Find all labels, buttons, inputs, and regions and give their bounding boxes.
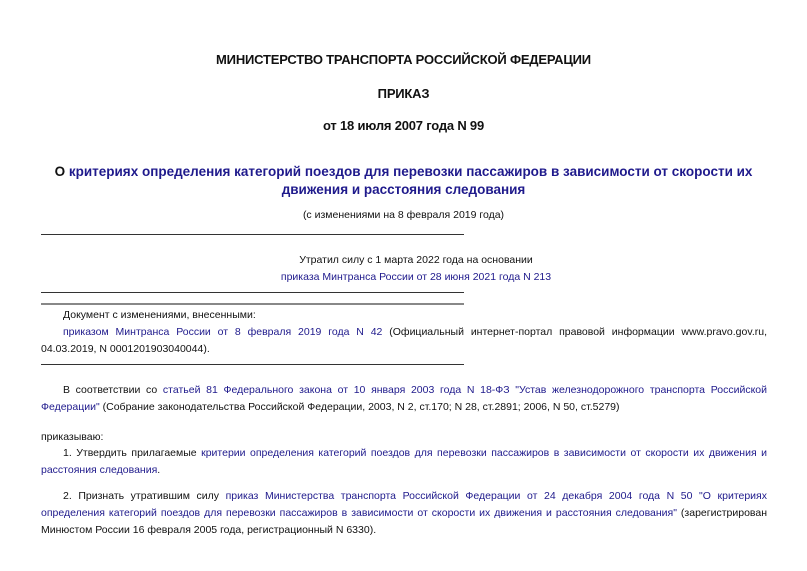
status-block <box>241 252 591 286</box>
amendment-link[interactable]: приказом Минтранса России от 8 февраля 2019 года N 42 <box>63 326 383 338</box>
item-1-suffix: . <box>157 464 161 476</box>
title-link-line2[interactable]: движения и расстояния следования <box>281 182 526 197</box>
title-link-line1[interactable]: критериях определения категорий поездов для перевозки пассажиров в зависимости от скорости их <box>68 164 753 179</box>
amendments-entry <box>41 324 767 358</box>
doc-type-heading: ПРИКАЗ <box>377 86 430 101</box>
item-2-suffix: (зарегистрирован Минюстом России 16 февраля 2005 года, регистрационный N 6330). <box>41 507 768 536</box>
status-text: Утратил силу с 1 марта 2022 года на основании <box>299 254 533 266</box>
revision-note: (с изменениями на 8 февраля 2019 года) <box>302 209 505 221</box>
divider <box>41 292 464 293</box>
title-prefix: О <box>54 164 69 179</box>
order-item-2 <box>41 488 767 539</box>
order-item-1 <box>41 445 767 479</box>
preamble-prefix: В соответствии со <box>63 384 163 396</box>
divider <box>41 234 464 235</box>
item-2-link[interactable]: приказ Министерства транспорта Российской Федерации от 24 декабря 2004 года N 50 "О критериях определения категорий поездов для перевозки пассажиров в зависимости от скорости их движения и расстояния следования" <box>41 490 767 519</box>
amendment-source: (Официальный интернет-портал правовой информации www.pravo.gov.ru, 04.03.2019, N 0001201903040044). <box>41 326 768 355</box>
preamble-suffix: (Собрание законодательства Российской Федерации, 2003, N 2, ст.170; N 28, ст.2891; 2006, N 50, ст.5279) <box>99 401 620 413</box>
item-1-link[interactable]: критерии определения категорий поездов для перевозки пассажиров в зависимости от скорости их движения и расстояния следования <box>41 447 768 476</box>
date-number-heading: от 18 июля 2007 года N 99 <box>323 118 484 133</box>
preamble <box>41 382 767 416</box>
order-word: приказываю: <box>41 431 104 443</box>
divider <box>41 303 464 305</box>
ministry-heading: МИНИСТЕРСТВО ТРАНСПОРТА РОССИЙСКОЙ ФЕДЕРАЦИИ <box>216 52 591 67</box>
document-title <box>0 163 807 199</box>
status-link[interactable]: приказа Минтранса России от 28 июня 2021 года N 213 <box>280 271 552 283</box>
item-2-prefix: 2. Признать утратившим силу <box>63 490 226 502</box>
divider <box>41 364 464 365</box>
preamble-link[interactable]: статьей 81 Федерального закона от 10 января 2003 года N 18-ФЗ "Устав железнодорожного транспорта Российской Федерации" <box>41 384 767 413</box>
item-1-prefix: 1. Утвердить прилагаемые <box>63 447 202 459</box>
amendments-label: Документ с изменениями, внесенными: <box>63 309 256 321</box>
